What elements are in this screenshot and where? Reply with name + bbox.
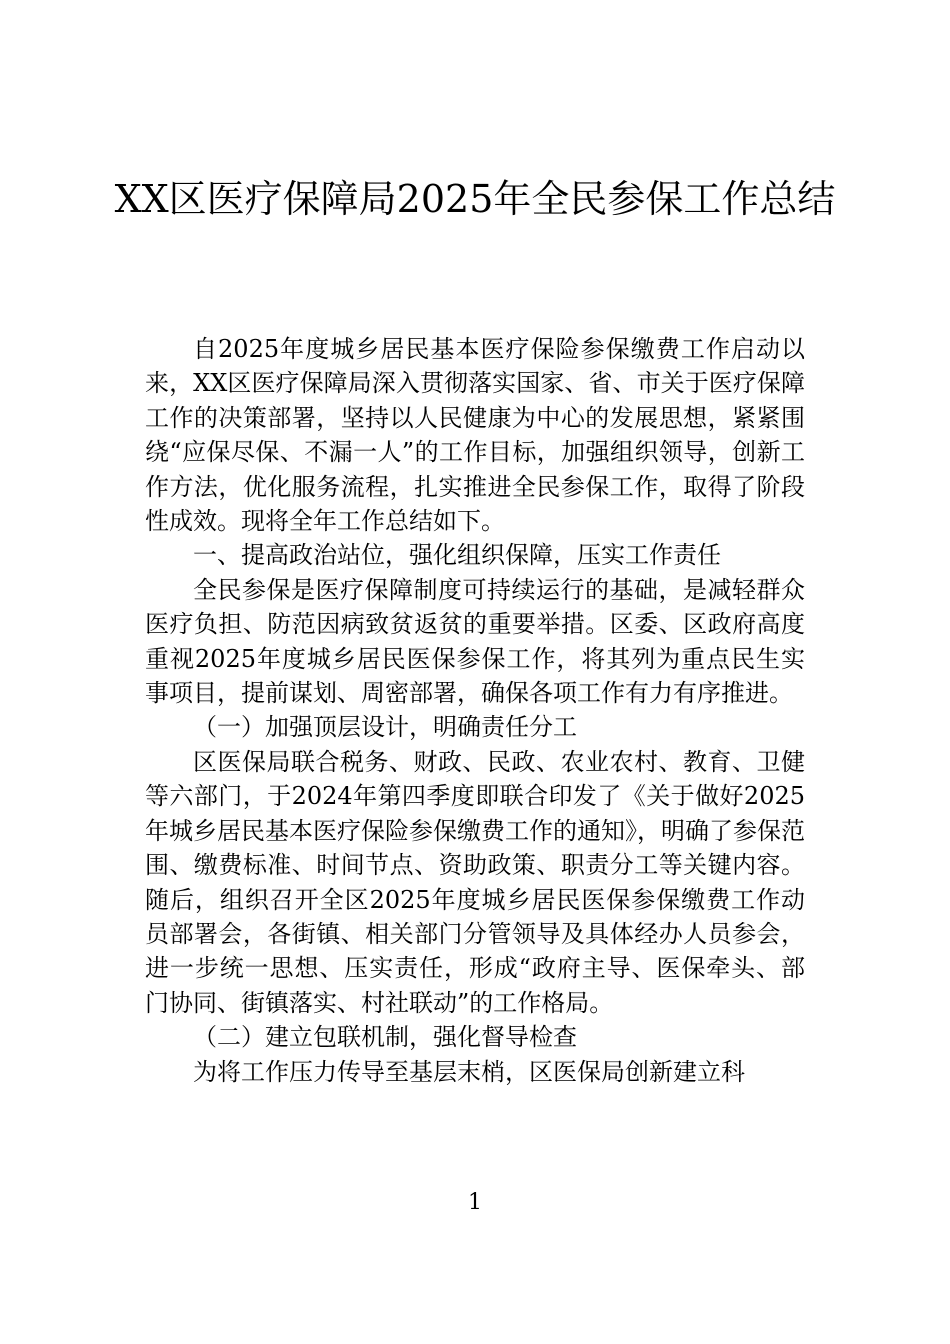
subsection-heading-2: （二）建立包联机制，强化督导检查 xyxy=(193,1023,577,1052)
page-number: 1 xyxy=(468,1190,482,1215)
paragraph-intro: 自2025年度城乡居民基本医疗保险参保缴费工作启动以来，XX区医疗保障局深入贯彻落实国家、省、市关于医疗保障工作的决策部署，坚持以人民健康为中心的发展思想，紧紧围绕“应保尽保、不漏一人”的工作目标，加强组织领导，创新工作方法，优化服务流程，扎实推进全民参保工作，取得了阶段性成效。现将全年工作总结如下。 xyxy=(145,335,805,536)
paragraph-section-1: 全民参保是医疗保障制度可持续运行的基础，是减轻群众医疗负担、防范因病致贫返贫的重要举措。区委、区政府高度重视2025年度城乡居民医保参保工作，将其列为重点民生实事项目，提前谋划、周密部署，确保各项工作有力有序推进。 xyxy=(145,575,805,708)
document-body xyxy=(145,332,805,1089)
document-title: XX区医疗保障局2025年全民参保工作总结 xyxy=(114,177,836,221)
paragraph-subsection-2: 为将工作压力传导至基层末梢，区医保局创新建立科 xyxy=(193,1057,745,1086)
paragraph-subsection-1: 区医保局联合税务、财政、民政、农业农村、教育、卫健等六部门，于2024年第四季度即联合印发了《关于做好2025年城乡居民基本医疗保险参保缴费工作的通知》，明确了参保范围、缴费标准、时间节点、资助政策、职责分工等关键内容。随后，组织召开全区2025年度城乡居民医保参保缴费工作动员部署会，各街镇、相关部门分管领导及具体经办人员参会，进一步统一思想、压实责任，形成“政府主导、医保牵头、部门协同、街镇落实、村社联动”的工作格局。 xyxy=(145,747,805,1017)
section-heading-1: 一、提高政治站位，强化组织保障，压实工作责任 xyxy=(193,541,721,570)
subsection-heading-1: （一）加强顶层设计，明确责任分工 xyxy=(193,713,577,742)
